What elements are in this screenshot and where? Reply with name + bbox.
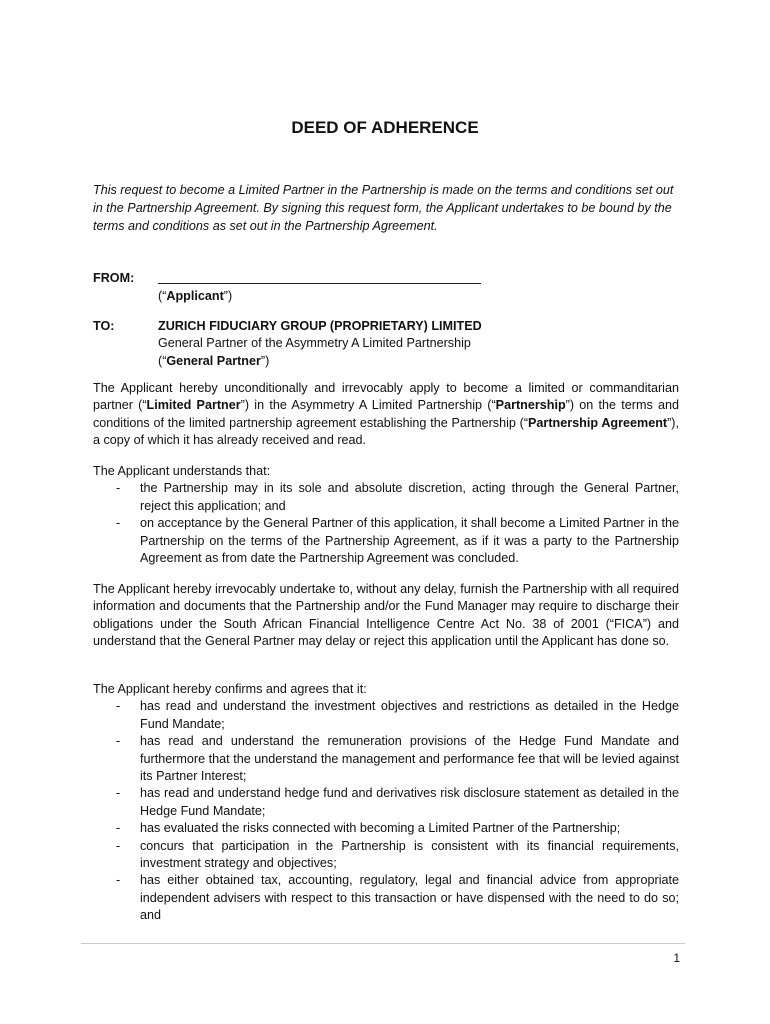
application-paragraph: The Applicant hereby unconditionally and irrevocably apply to become a limited or commanditarian partner (“Limited Partner”) in the Asymmetry A Limited Partnership (“Partnership”) on the terms and conditions of the limited partnership agreement establishing the Partnership (“Partnership Agreement”), a copy of which it has already received and read.	[93, 381, 680, 448]
list-item: - has read and understand the remuneration provisions of the Hedge Fund Mandate and furthermore that the understand the management and performance fee that will be levied against its Partner Interest;	[116, 734, 679, 784]
dash-marker: -	[116, 516, 121, 531]
dash-marker: -	[116, 838, 121, 853]
footer-divider	[81, 943, 685, 944]
confirms-section	[93, 681, 679, 925]
applicant-name-line[interactable]	[158, 283, 481, 284]
confirms-list	[93, 698, 679, 924]
understands-section	[93, 463, 679, 567]
recipient-role: General Partner of the Asymmetry A Limited Partnership	[158, 336, 471, 351]
dash-marker: -	[116, 481, 121, 496]
list-item: - concurs that participation in the Partnership is consistent with its financial requirements, investment strategy and objectives;	[116, 838, 679, 871]
document-title: DEED OF ADHERENCE	[291, 118, 479, 137]
partnership-agreement-term: Partnership Agreement	[528, 415, 668, 430]
list-item: - has read and understand the investment objectives and restrictions as detailed in the Hedge Fund Mandate;	[116, 699, 679, 731]
dash-marker: -	[116, 873, 121, 888]
to-label: TO:	[93, 319, 115, 333]
applicant-term: Applicant	[166, 289, 224, 303]
page-number: 1	[673, 951, 680, 965]
intro-paragraph: This request to become a Limited Partner in the Partnership is made on the terms and conditions set out in the Partnership Agreement. By signing this request form, the Applicant undertakes to be bound by the terms and conditions as set out in the Partnership Agreement.	[93, 183, 674, 233]
recipient-block	[158, 318, 678, 370]
list-item: - has either obtained tax, accounting, regulatory, legal and financial advice from appropriate independent advisers with respect to this transaction or have dispensed with the need to do so; and	[116, 873, 679, 923]
list-item: - on acceptance by the General Partner of this application, it shall become a Limited Partner in the Partnership on the terms of the Partnership Agreement, as if it was a party to the Partnership Agreement as from date the Partnership Agreement was concluded.	[116, 516, 679, 566]
dash-marker: -	[116, 734, 121, 749]
dash-marker: -	[116, 821, 121, 836]
list-item: - the Partnership may in its sole and absolute discretion, acting through the General Partner, reject this application; and	[116, 481, 679, 513]
general-partner-caption: (“General Partner”)	[158, 353, 270, 368]
understands-list	[93, 480, 679, 567]
from-label: FROM:	[93, 271, 135, 285]
limited-partner-term: Limited Partner	[146, 398, 241, 413]
fica-paragraph: The Applicant hereby irrevocably undertake to, without any delay, furnish the Partnership with all required information and documents that the Partnership and/or the Fund Manager may require to discharge their obligations under the South African Financial Intelligence Centre Act No. 38 of 2001 (“FICA”) and understand that the General Partner may delay or reject this application until the Applicant has done so.	[93, 582, 679, 649]
confirms-lead: The Applicant hereby confirms and agrees that it:	[93, 682, 367, 696]
dash-marker: -	[116, 786, 121, 801]
partnership-term: Partnership	[495, 398, 566, 413]
dash-marker: -	[116, 699, 121, 714]
understands-lead: The Applicant understands that:	[93, 464, 271, 478]
list-item: - has read and understand hedge fund and derivatives risk disclosure statement as detailed in the Hedge Fund Mandate;	[116, 786, 679, 818]
list-item: - has evaluated the risks connected with becoming a Limited Partner of the Partnership;	[93, 820, 679, 837]
recipient-company: ZURICH FIDUCIARY GROUP (PROPRIETARY) LIMITED	[158, 319, 482, 333]
applicant-caption: (“Applicant”)	[158, 289, 233, 303]
general-partner-term: General Partner	[166, 353, 261, 368]
